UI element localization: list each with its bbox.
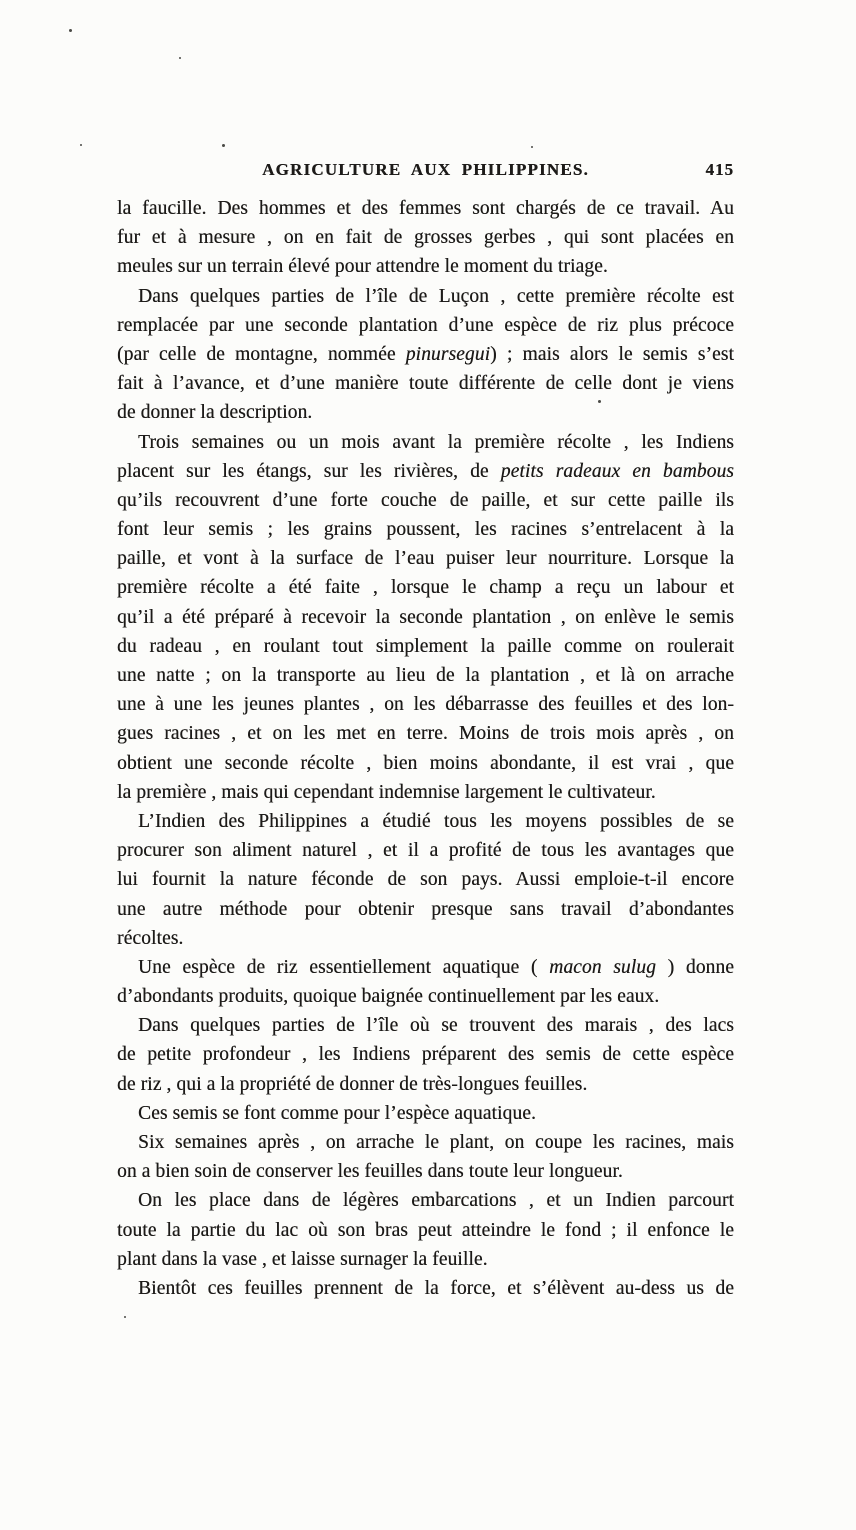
text-line <box>117 924 734 953</box>
text-run: On les place dans de légères embarcations , et un Indien parcourt <box>138 1190 734 1212</box>
text-run: fait à l’avance, et d’une manière toute différente de celle dont je viens <box>117 373 734 395</box>
text-line <box>117 194 734 223</box>
text-run: première récolte a été faite , lorsque le champ a reçu un labour et <box>117 577 734 599</box>
text-run: d’abondants produits, quoique baignée continuellement par les eaux. <box>117 986 660 1008</box>
text-line <box>117 1186 734 1215</box>
text-line <box>117 895 734 924</box>
text-run: récoltes. <box>117 927 184 949</box>
text-run: de petite profondeur , les Indiens préparent des semis de cette espèce <box>117 1044 734 1066</box>
text-line <box>117 398 734 427</box>
text-line <box>117 252 734 281</box>
text-run: une autre méthode pour obtenir presque sans travail d’abondantes <box>117 898 734 920</box>
paper-speck <box>80 144 82 146</box>
text-run: Une espèce de riz essentiellement aquatique ( <box>138 956 550 978</box>
text-run: font leur semis ; les grains poussent, les racines s’entrelacent à la <box>117 519 734 541</box>
text-run: Dans quelques parties de l’île où se trouvent des marais , des lacs <box>138 1015 734 1037</box>
paper-speck <box>124 1316 126 1318</box>
italic-term: petits radeaux en bambous <box>500 460 734 482</box>
text-run: qu’il a été préparé à recevoir la seconde plantation , on enlève le semis <box>117 606 734 628</box>
text-line <box>117 1070 734 1099</box>
text-run: de donner la description. <box>117 402 313 424</box>
text-run: de riz , qui a la propriété de donner de très-longues feuilles. <box>117 1073 588 1095</box>
text-run: Ces semis se font comme pour l’espèce aquatique. <box>138 1102 536 1124</box>
text-line <box>117 340 734 369</box>
text-line <box>117 1040 734 1069</box>
text-line <box>117 544 734 573</box>
paper-speck <box>69 29 72 32</box>
text-run: Bientôt ces feuilles prennent de la force, et s’élèvent au-dess us de <box>138 1277 734 1299</box>
paper-speck <box>598 400 601 403</box>
text-line <box>117 836 734 865</box>
text-run: du radeau , en roulant tout simplement la paille comme on roulerait <box>117 635 734 657</box>
text-line <box>117 953 734 982</box>
italic-term: pinursegui <box>405 343 491 365</box>
text-line <box>117 690 734 719</box>
paper-speck <box>531 146 533 148</box>
text-line <box>117 573 734 602</box>
text-line <box>117 1216 734 1245</box>
text-line <box>117 778 734 807</box>
text-line <box>117 982 734 1011</box>
text-line <box>117 486 734 515</box>
text-line <box>117 632 734 661</box>
running-header <box>117 160 734 184</box>
paper-speck <box>222 144 225 147</box>
text-run: Six semaines après , on arrache le plant, on coupe les racines, mais <box>138 1132 734 1153</box>
text-line <box>117 865 734 894</box>
text-line <box>117 1099 734 1128</box>
text-line <box>117 807 734 836</box>
text-line <box>117 603 734 632</box>
text-line <box>117 1011 734 1040</box>
paper-speck <box>179 57 181 59</box>
text-run: paille, et vont à la surface de l’eau puiser leur nourriture. Lorsque la <box>117 548 734 570</box>
text-run: remplacée par une seconde plantation d’une espèce de riz plus précoce <box>117 314 734 336</box>
page-title: AGRICULTURE AUX PHILIPPINES. <box>262 160 589 179</box>
text-line <box>117 1128 734 1157</box>
text-run: fur et à mesure , on en fait de grosses gerbes , qui sont placées en <box>117 227 734 249</box>
text-run: L’Indien des Philippines a étudié tous les moyens possibles de se <box>138 810 734 832</box>
text-run: gues racines , et on les met en terre. Moins de trois mois après , on <box>117 723 734 745</box>
text-line <box>117 457 734 486</box>
text-run: obtient une seconde récolte , bien moins abondante, il est vrai , que <box>117 752 734 774</box>
text-line <box>117 719 734 748</box>
text-line <box>117 428 734 457</box>
text-line <box>117 311 734 340</box>
text-line <box>117 515 734 544</box>
text-line <box>117 1157 734 1186</box>
text-run: procurer son aliment naturel , et il a profité de tous les avantages que <box>117 840 734 862</box>
page-number: 415 <box>705 160 734 179</box>
text-run: (par celle de montagne, nommée <box>117 343 406 365</box>
text-run: placent sur les étangs, sur les rivières, de <box>117 460 501 482</box>
text-run: plant dans la vase , et laisse surnager la feuille. <box>117 1248 488 1270</box>
text-run: la première , mais qui cependant indemnise largement le cultivateur. <box>117 781 656 803</box>
text-run: qu’ils recouvrent d’une forte couche de paille, et sur cette paille ils <box>117 489 734 511</box>
text-run: toute la partie du lac où son bras peut atteindre le fond ; il enfonce le <box>117 1219 734 1241</box>
text-line <box>117 661 734 690</box>
text-run: lui fournit la nature féconde de son pays. Aussi emploie-t-il encore <box>117 869 734 891</box>
text-run: meules sur un terrain élevé pour attendre le moment du triage. <box>117 256 608 278</box>
text-line <box>117 1245 734 1274</box>
italic-term: macon sulug <box>549 956 657 978</box>
text-run: on a bien soin de conserver les feuilles dans toute leur longueur. <box>117 1161 623 1183</box>
text-run: la faucille. Des hommes et des femmes sont chargés de ce travail. Au <box>117 198 734 219</box>
text-run: une natte ; on la transporte au lieu de la plantation , et là on arrache <box>117 665 734 686</box>
text-column <box>117 194 734 1303</box>
text-line <box>117 282 734 311</box>
text-run: ) donne <box>656 956 734 978</box>
text-run: Dans quelques parties de l’île de Luçon , cette première récolte est <box>138 285 734 307</box>
text-run: Trois semaines ou un mois avant la première récolte , les Indiens <box>138 431 734 453</box>
text-line <box>117 1274 734 1303</box>
text-line <box>117 223 734 252</box>
text-run: ) ; mais alors le semis s’est <box>490 343 734 365</box>
text-line <box>117 369 734 398</box>
text-line <box>117 749 734 778</box>
text-run: une à une les jeunes plantes , on les débarrasse des feuilles et des lon- <box>117 694 734 716</box>
